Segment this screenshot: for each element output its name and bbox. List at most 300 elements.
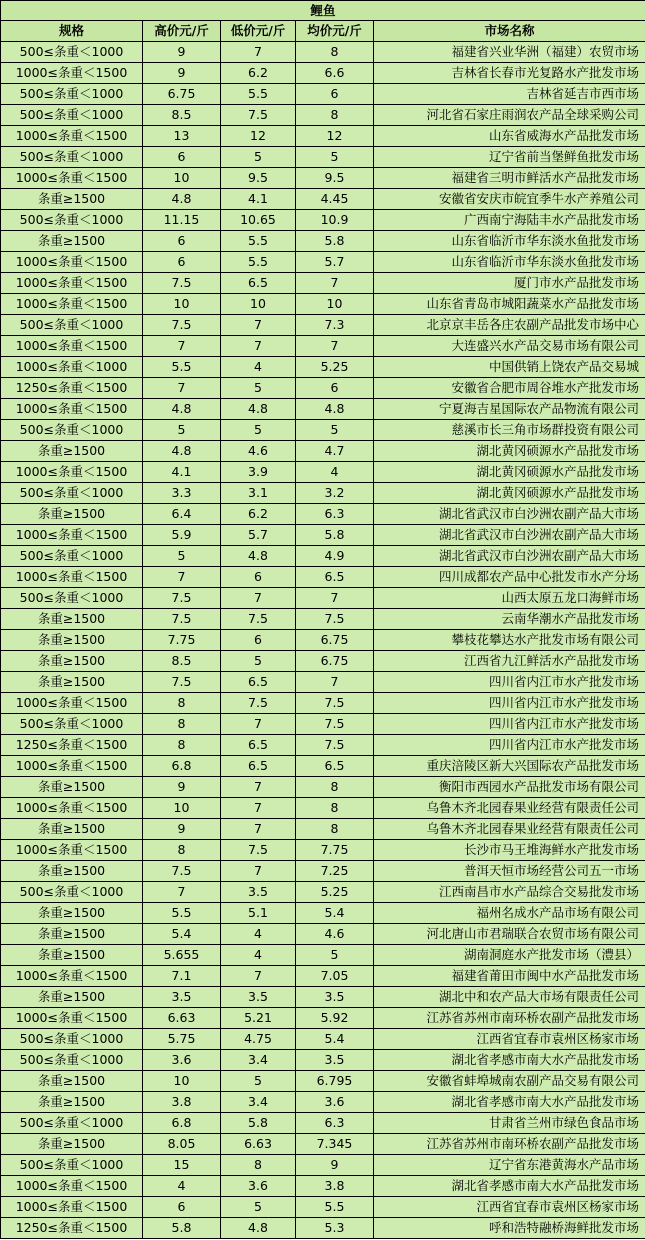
cell-avg-price: 6.795 [296, 1071, 374, 1092]
cell-high-price: 7 [143, 567, 221, 588]
table-row [1, 609, 645, 630]
cell-low-price: 6 [221, 630, 296, 651]
cell-market: 山东省临沂市华东淡水鱼批发市场 [374, 231, 645, 252]
table-row [1, 714, 645, 735]
cell-spec: 1000≤条重＜1500 [1, 798, 143, 819]
cell-spec: 1000≤条重＜1500 [1, 336, 143, 357]
cell-high-price: 9 [143, 819, 221, 840]
cell-avg-price: 4.7 [296, 441, 374, 462]
table-row [1, 735, 645, 756]
cell-high-price: 7.5 [143, 861, 221, 882]
table-row [1, 210, 645, 231]
cell-market: 大连盛兴水产品交易市场有限公司 [374, 336, 645, 357]
table-title: 鲤鱼 [1, 1, 645, 21]
table-row [1, 315, 645, 336]
cell-low-price: 10 [221, 294, 296, 315]
cell-market: 山西太原五龙口海鲜市场 [374, 588, 645, 609]
cell-spec: 1000≤条重＜1500 [1, 63, 143, 84]
cell-high-price: 5.4 [143, 924, 221, 945]
cell-spec: 条重≥1500 [1, 924, 143, 945]
cell-spec: 条重≥1500 [1, 819, 143, 840]
cell-avg-price: 5.8 [296, 525, 374, 546]
cell-high-price: 3.8 [143, 1092, 221, 1113]
cell-avg-price: 5.4 [296, 1029, 374, 1050]
cell-low-price: 4.8 [221, 1218, 296, 1239]
cell-low-price: 7 [221, 336, 296, 357]
cell-low-price: 3.5 [221, 882, 296, 903]
cell-spec: 1000≤条重＜1000 [1, 357, 143, 378]
cell-avg-price: 7.3 [296, 315, 374, 336]
table-row [1, 1197, 645, 1218]
cell-spec: 500≤条重＜1000 [1, 210, 143, 231]
cell-high-price: 8.05 [143, 1134, 221, 1155]
cell-market: 广西南宁海陆丰水产品批发市场 [374, 210, 645, 231]
cell-market: 四川省内江市水产批发市场 [374, 672, 645, 693]
cell-low-price: 9.5 [221, 168, 296, 189]
cell-low-price: 5.21 [221, 1008, 296, 1029]
cell-avg-price: 10 [296, 294, 374, 315]
cell-spec: 条重≥1500 [1, 861, 143, 882]
cell-high-price: 5.8 [143, 1218, 221, 1239]
cell-low-price: 3.9 [221, 462, 296, 483]
table-row [1, 777, 645, 798]
cell-avg-price: 6.3 [296, 1113, 374, 1134]
cell-low-price: 7 [221, 588, 296, 609]
cell-spec: 条重≥1500 [1, 651, 143, 672]
cell-high-price: 6.8 [143, 1113, 221, 1134]
cell-low-price: 8 [221, 1155, 296, 1176]
cell-avg-price: 8 [296, 42, 374, 63]
cell-spec: 500≤条重＜1000 [1, 882, 143, 903]
cell-low-price: 7.5 [221, 105, 296, 126]
cell-market: 甘肃省兰州市绿色食品市场 [374, 1113, 645, 1134]
table-row [1, 252, 645, 273]
cell-avg-price: 3.8 [296, 1176, 374, 1197]
table-row [1, 567, 645, 588]
cell-high-price: 5.5 [143, 357, 221, 378]
cell-avg-price: 4.9 [296, 546, 374, 567]
cell-spec: 500≤条重＜1000 [1, 546, 143, 567]
cell-spec: 1000≤条重＜1500 [1, 525, 143, 546]
table-row [1, 189, 645, 210]
cell-market: 北京京丰岳各庄农副产品批发市场中心 [374, 315, 645, 336]
cell-spec: 1000≤条重＜1500 [1, 126, 143, 147]
header-low-price: 低价元/斤 [221, 21, 296, 42]
cell-avg-price: 7 [296, 588, 374, 609]
table-row [1, 630, 645, 651]
cell-spec: 1000≤条重＜1500 [1, 399, 143, 420]
cell-market: 中国供销上饶农产品交易城 [374, 357, 645, 378]
cell-avg-price: 5 [296, 147, 374, 168]
cell-spec: 条重≥1500 [1, 504, 143, 525]
cell-avg-price: 12 [296, 126, 374, 147]
table-row [1, 357, 645, 378]
table-row [1, 126, 645, 147]
cell-high-price: 6.8 [143, 756, 221, 777]
table-row [1, 294, 645, 315]
cell-market: 湖北省孝感市南大水产品批发市场 [374, 1050, 645, 1071]
cell-high-price: 7.75 [143, 630, 221, 651]
cell-avg-price: 5.92 [296, 1008, 374, 1029]
cell-low-price: 7 [221, 42, 296, 63]
cell-spec: 条重≥1500 [1, 609, 143, 630]
cell-spec: 1000≤条重＜1500 [1, 273, 143, 294]
cell-avg-price: 10.9 [296, 210, 374, 231]
cell-avg-price: 3.5 [296, 987, 374, 1008]
cell-high-price: 7 [143, 378, 221, 399]
cell-low-price: 5.8 [221, 1113, 296, 1134]
cell-low-price: 12 [221, 126, 296, 147]
table-row [1, 672, 645, 693]
cell-spec: 1000≤条重＜1500 [1, 1176, 143, 1197]
cell-low-price: 5 [221, 420, 296, 441]
cell-avg-price: 7.25 [296, 861, 374, 882]
cell-avg-price: 7.05 [296, 966, 374, 987]
cell-avg-price: 5.5 [296, 1197, 374, 1218]
cell-high-price: 7.5 [143, 588, 221, 609]
cell-spec: 500≤条重＜1000 [1, 588, 143, 609]
table-row [1, 945, 645, 966]
cell-low-price: 5.5 [221, 84, 296, 105]
cell-low-price: 6.2 [221, 504, 296, 525]
table-row [1, 483, 645, 504]
cell-avg-price: 7.345 [296, 1134, 374, 1155]
cell-market: 江西省九江鲜活水产品批发市场 [374, 651, 645, 672]
table-row [1, 1008, 645, 1029]
cell-low-price: 7.5 [221, 609, 296, 630]
cell-market: 吉林省长春市光复路水产批发市场 [374, 63, 645, 84]
cell-market: 厦门市水产品批发市场 [374, 273, 645, 294]
cell-high-price: 13 [143, 126, 221, 147]
cell-low-price: 6.63 [221, 1134, 296, 1155]
cell-market: 四川省内江市水产批发市场 [374, 735, 645, 756]
cell-spec: 500≤条重＜1000 [1, 42, 143, 63]
cell-high-price: 6.4 [143, 504, 221, 525]
cell-low-price: 5 [221, 1071, 296, 1092]
cell-spec: 1000≤条重＜1500 [1, 567, 143, 588]
cell-avg-price: 4.45 [296, 189, 374, 210]
table-row [1, 1092, 645, 1113]
cell-avg-price: 4.6 [296, 924, 374, 945]
cell-avg-price: 5.8 [296, 231, 374, 252]
cell-avg-price: 3.2 [296, 483, 374, 504]
cell-market: 长沙市马王堆海鲜水产批发市场 [374, 840, 645, 861]
cell-spec: 条重≥1500 [1, 987, 143, 1008]
table-row [1, 1155, 645, 1176]
cell-market: 攀枝花攀达水产批发市场有限公司 [374, 630, 645, 651]
table-row [1, 231, 645, 252]
cell-spec: 1000≤条重＜1500 [1, 168, 143, 189]
cell-low-price: 5 [221, 651, 296, 672]
cell-low-price: 6.5 [221, 273, 296, 294]
cell-market: 湖北省武汉市白沙洲农副产品大市场 [374, 525, 645, 546]
table-row [1, 693, 645, 714]
cell-market: 山东省青岛市城阳蔬菜水产品批发市场 [374, 294, 645, 315]
cell-avg-price: 5.3 [296, 1218, 374, 1239]
cell-market: 湖南洞庭水产批发市场（澧县） [374, 945, 645, 966]
cell-high-price: 15 [143, 1155, 221, 1176]
table-row [1, 1071, 645, 1092]
cell-market: 山东省临沂市华东淡水鱼批发市场 [374, 252, 645, 273]
cell-low-price: 3.1 [221, 483, 296, 504]
cell-high-price: 6 [143, 147, 221, 168]
cell-market: 普洱天恒市场经营公司五一市场 [374, 861, 645, 882]
cell-low-price: 5 [221, 378, 296, 399]
cell-high-price: 7 [143, 882, 221, 903]
cell-high-price: 8 [143, 840, 221, 861]
cell-spec: 条重≥1500 [1, 945, 143, 966]
cell-low-price: 6.5 [221, 756, 296, 777]
cell-avg-price: 6.6 [296, 63, 374, 84]
cell-high-price: 6.63 [143, 1008, 221, 1029]
cell-market: 云南华潮水产品批发市场 [374, 609, 645, 630]
cell-market: 河北省石家庄雨润农产品全球采购公司 [374, 105, 645, 126]
cell-spec: 条重≥1500 [1, 231, 143, 252]
cell-spec: 条重≥1500 [1, 903, 143, 924]
cell-avg-price: 6.75 [296, 651, 374, 672]
cell-spec: 500≤条重＜1000 [1, 315, 143, 336]
cell-high-price: 4 [143, 1176, 221, 1197]
cell-high-price: 9 [143, 63, 221, 84]
cell-high-price: 4.8 [143, 441, 221, 462]
cell-market: 吉林省延吉市西市场 [374, 84, 645, 105]
cell-low-price: 6.5 [221, 672, 296, 693]
cell-high-price: 8 [143, 693, 221, 714]
cell-market: 河北唐山市君瑞联合农贸市场有限公司 [374, 924, 645, 945]
cell-market: 湖北省孝感市南大水产品批发市场 [374, 1176, 645, 1197]
cell-market: 福建省兴业华洲（福建）农贸市场 [374, 42, 645, 63]
cell-market: 乌鲁木齐北园春果业经营有限责任公司 [374, 798, 645, 819]
cell-market: 湖北黄冈硕源水产品批发市场 [374, 483, 645, 504]
cell-low-price: 7 [221, 777, 296, 798]
cell-low-price: 5.5 [221, 231, 296, 252]
cell-market: 辽宁省前当堡鲜鱼批发市场 [374, 147, 645, 168]
cell-low-price: 6 [221, 567, 296, 588]
cell-market: 江西南昌市水产品综合交易批发市场 [374, 882, 645, 903]
cell-spec: 500≤条重＜1000 [1, 714, 143, 735]
cell-avg-price: 8 [296, 798, 374, 819]
cell-market: 江西省宜春市袁州区杨家市场 [374, 1197, 645, 1218]
cell-low-price: 7 [221, 714, 296, 735]
cell-spec: 1000≤条重＜1500 [1, 966, 143, 987]
cell-avg-price: 7.75 [296, 840, 374, 861]
table-row [1, 504, 645, 525]
cell-low-price: 5.7 [221, 525, 296, 546]
cell-avg-price: 3.5 [296, 1050, 374, 1071]
cell-market: 慈溪市长三角市场群投资有限公司 [374, 420, 645, 441]
cell-market: 呼和浩特融桥海鲜批发市场 [374, 1218, 645, 1239]
cell-avg-price: 7.5 [296, 609, 374, 630]
cell-avg-price: 7 [296, 336, 374, 357]
cell-spec: 条重≥1500 [1, 189, 143, 210]
cell-market: 湖北黄冈硕源水产品批发市场 [374, 441, 645, 462]
cell-avg-price: 6.3 [296, 504, 374, 525]
cell-low-price: 7.5 [221, 693, 296, 714]
cell-high-price: 9 [143, 777, 221, 798]
cell-low-price: 6.5 [221, 735, 296, 756]
table-row [1, 147, 645, 168]
header-market: 市场名称 [374, 21, 645, 42]
cell-low-price: 4.8 [221, 399, 296, 420]
cell-spec: 条重≥1500 [1, 777, 143, 798]
table-row [1, 462, 645, 483]
cell-market: 四川省内江市水产批发市场 [374, 714, 645, 735]
cell-spec: 500≤条重＜1000 [1, 84, 143, 105]
cell-spec: 1250≤条重＜1500 [1, 378, 143, 399]
cell-avg-price: 5 [296, 945, 374, 966]
cell-spec: 条重≥1500 [1, 1092, 143, 1113]
cell-high-price: 7.5 [143, 315, 221, 336]
cell-avg-price: 5.4 [296, 903, 374, 924]
table-row [1, 1176, 645, 1197]
cell-avg-price: 4.8 [296, 399, 374, 420]
cell-avg-price: 6.75 [296, 630, 374, 651]
cell-low-price: 7 [221, 819, 296, 840]
cell-market: 福建省三明市鲜活水产品批发市场 [374, 168, 645, 189]
cell-spec: 500≤条重＜1000 [1, 147, 143, 168]
cell-avg-price: 6.5 [296, 567, 374, 588]
cell-high-price: 6 [143, 252, 221, 273]
table-row [1, 966, 645, 987]
cell-market: 江西省宜春市袁州区杨家市场 [374, 1029, 645, 1050]
table-row [1, 420, 645, 441]
table-row [1, 588, 645, 609]
cell-market: 湖北省武汉市白沙洲农副产品大市场 [374, 504, 645, 525]
cell-market: 安徽省安庆市皖宜季牛水产养殖公司 [374, 189, 645, 210]
cell-market: 安徽省蚌埠城南农副产品交易有限公司 [374, 1071, 645, 1092]
cell-low-price: 7 [221, 966, 296, 987]
cell-avg-price: 8 [296, 819, 374, 840]
cell-spec: 500≤条重＜1000 [1, 105, 143, 126]
cell-high-price: 7 [143, 336, 221, 357]
table-row [1, 1134, 645, 1155]
cell-low-price: 5.1 [221, 903, 296, 924]
cell-low-price: 5 [221, 1197, 296, 1218]
cell-avg-price: 8 [296, 105, 374, 126]
cell-low-price: 7.5 [221, 840, 296, 861]
cell-spec: 1000≤条重＜1500 [1, 462, 143, 483]
cell-high-price: 3.5 [143, 987, 221, 1008]
cell-low-price: 3.5 [221, 987, 296, 1008]
cell-low-price: 5.5 [221, 252, 296, 273]
cell-low-price: 7 [221, 861, 296, 882]
cell-low-price: 4.8 [221, 546, 296, 567]
table-row [1, 1050, 645, 1071]
cell-high-price: 5.9 [143, 525, 221, 546]
cell-high-price: 7.5 [143, 672, 221, 693]
cell-high-price: 6 [143, 1197, 221, 1218]
cell-low-price: 10.65 [221, 210, 296, 231]
table-row [1, 651, 645, 672]
title-row [1, 1, 645, 21]
cell-high-price: 5 [143, 420, 221, 441]
table-row [1, 1029, 645, 1050]
header-high-price: 高价元/斤 [143, 21, 221, 42]
cell-spec: 500≤条重＜1000 [1, 1113, 143, 1134]
cell-low-price: 5 [221, 147, 296, 168]
cell-avg-price: 5 [296, 420, 374, 441]
cell-high-price: 4.8 [143, 399, 221, 420]
cell-market: 乌鲁木齐北园春果业经营有限责任公司 [374, 819, 645, 840]
table-row [1, 1113, 645, 1134]
cell-market: 辽宁省东港黄海水产品市场 [374, 1155, 645, 1176]
cell-high-price: 11.15 [143, 210, 221, 231]
cell-high-price: 6 [143, 231, 221, 252]
cell-avg-price: 6 [296, 378, 374, 399]
table-row [1, 84, 645, 105]
cell-spec: 1000≤条重＜1500 [1, 252, 143, 273]
cell-high-price: 6.75 [143, 84, 221, 105]
cell-low-price: 4.1 [221, 189, 296, 210]
cell-high-price: 10 [143, 1071, 221, 1092]
table-row [1, 903, 645, 924]
table-row [1, 525, 645, 546]
table-row [1, 756, 645, 777]
cell-high-price: 5.75 [143, 1029, 221, 1050]
cell-market: 福建省莆田市闽中水产品批发市场 [374, 966, 645, 987]
cell-spec: 1000≤条重＜1500 [1, 1197, 143, 1218]
cell-low-price: 4 [221, 924, 296, 945]
cell-market: 安徽省合肥市周谷堆水产批发市场 [374, 378, 645, 399]
cell-spec: 1000≤条重＜1500 [1, 693, 143, 714]
cell-avg-price: 4 [296, 462, 374, 483]
cell-spec: 500≤条重＜1000 [1, 1029, 143, 1050]
cell-spec: 条重≥1500 [1, 1071, 143, 1092]
cell-high-price: 8 [143, 714, 221, 735]
cell-high-price: 4.1 [143, 462, 221, 483]
cell-spec: 1250≤条重＜1500 [1, 1218, 143, 1239]
cell-high-price: 5.655 [143, 945, 221, 966]
cell-avg-price: 6.5 [296, 756, 374, 777]
cell-spec: 条重≥1500 [1, 441, 143, 462]
cell-market: 湖北黄冈硕源水产品批发市场 [374, 462, 645, 483]
cell-low-price: 4 [221, 357, 296, 378]
cell-avg-price: 5.7 [296, 252, 374, 273]
cell-spec: 条重≥1500 [1, 672, 143, 693]
cell-avg-price: 7 [296, 672, 374, 693]
cell-market: 江苏省苏州市南环桥农副产品批发市场 [374, 1008, 645, 1029]
cell-market: 四川省内江市水产批发市场 [374, 693, 645, 714]
cell-spec: 1000≤条重＜1500 [1, 294, 143, 315]
table-row [1, 840, 645, 861]
cell-high-price: 3.3 [143, 483, 221, 504]
cell-market: 四川成都农产品中心批发市水产分场 [374, 567, 645, 588]
cell-spec: 条重≥1500 [1, 630, 143, 651]
cell-low-price: 7 [221, 315, 296, 336]
cell-avg-price: 6 [296, 84, 374, 105]
cell-avg-price: 8 [296, 777, 374, 798]
cell-spec: 1000≤条重＜1500 [1, 1008, 143, 1029]
cell-low-price: 3.4 [221, 1092, 296, 1113]
cell-market: 湖北省武汉市白沙洲农副产品大市场 [374, 546, 645, 567]
table-row [1, 546, 645, 567]
header-avg-price: 均价元/斤 [296, 21, 374, 42]
cell-high-price: 7.5 [143, 609, 221, 630]
cell-low-price: 7 [221, 798, 296, 819]
cell-high-price: 8.5 [143, 105, 221, 126]
table-row [1, 882, 645, 903]
table-row [1, 273, 645, 294]
cell-low-price: 4.6 [221, 441, 296, 462]
cell-avg-price: 7.5 [296, 735, 374, 756]
header-row [1, 21, 645, 42]
cell-market: 湖北中和农产品大市场有限责任公司 [374, 987, 645, 1008]
cell-spec: 1250≤条重＜1500 [1, 735, 143, 756]
cell-spec: 500≤条重＜1000 [1, 483, 143, 504]
cell-avg-price: 7.5 [296, 714, 374, 735]
cell-spec: 条重≥1500 [1, 1134, 143, 1155]
cell-high-price: 3.6 [143, 1050, 221, 1071]
